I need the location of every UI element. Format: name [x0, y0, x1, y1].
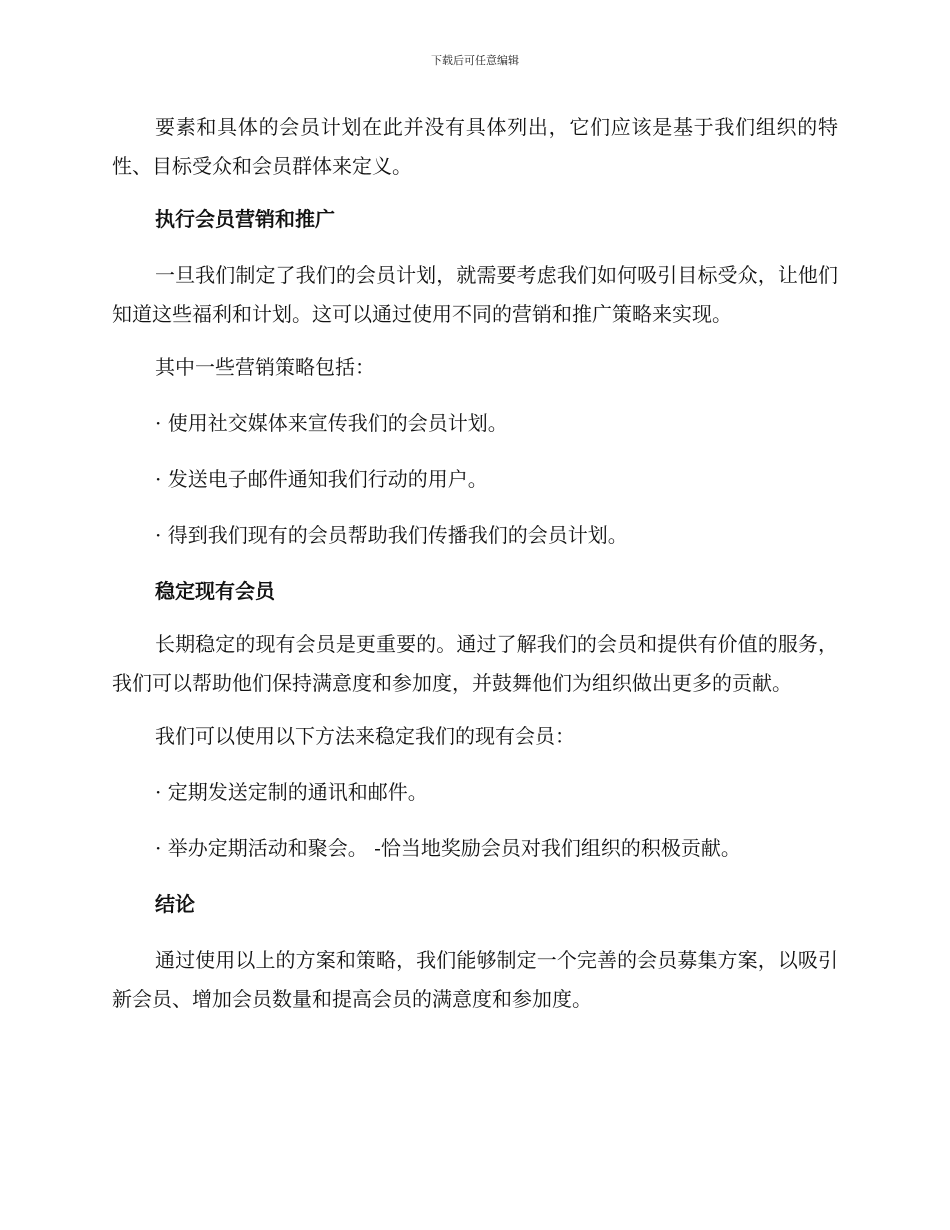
conclusion-paragraph: 通过使用以上的方案和策略，我们能够制定一个完善的会员募集方案，以吸引新会员、增加会员数量和提高会员的满意度和参加度。: [112, 948, 838, 1011]
list-item: · 发送电子邮件通知我们行动的用户。: [155, 467, 488, 491]
document-body: [112, 108, 838, 1036]
page-header-note: 下载后可任意编辑: [431, 54, 519, 67]
stabilize-list-intro: 我们可以使用以下方法来稳定我们的现有会员：: [155, 724, 575, 748]
list-item: · 定期发送定制的通讯和邮件。: [155, 780, 428, 804]
intro-paragraph: 要素和具体的会员计划在此并没有具体列出，它们应该是基于我们组织的特性、目标受众和会员群体来定义。: [112, 115, 838, 178]
list-item: · 使用社交媒体来宣传我们的会员计划。: [155, 411, 508, 435]
marketing-list-intro: 其中一些营销策略包括：: [155, 355, 375, 379]
section-heading-conclusion: 结论: [155, 892, 195, 916]
marketing-paragraph: 一旦我们制定了我们的会员计划，就需要考虑我们如何吸引目标受众，让他们知道这些福利和计划。这可以通过使用不同的营销和推广策略来实现。: [112, 263, 838, 326]
section-heading-marketing: 执行会员营销和推广: [155, 207, 335, 231]
section-heading-stabilize: 稳定现有会员: [155, 579, 275, 603]
stabilize-paragraph: 长期稳定的现有会员是更重要的。通过了解我们的会员和提供有价值的服务，我们可以帮助他们保持满意度和参加度，并鼓舞他们为组织做出更多的贡献。: [112, 632, 838, 695]
list-item: · 举办定期活动和聚会。 -恰当地奖励会员对我们组织的积极贡献。: [155, 836, 741, 860]
list-item: · 得到我们现有的会员帮助我们传播我们的会员计划。: [155, 523, 628, 547]
